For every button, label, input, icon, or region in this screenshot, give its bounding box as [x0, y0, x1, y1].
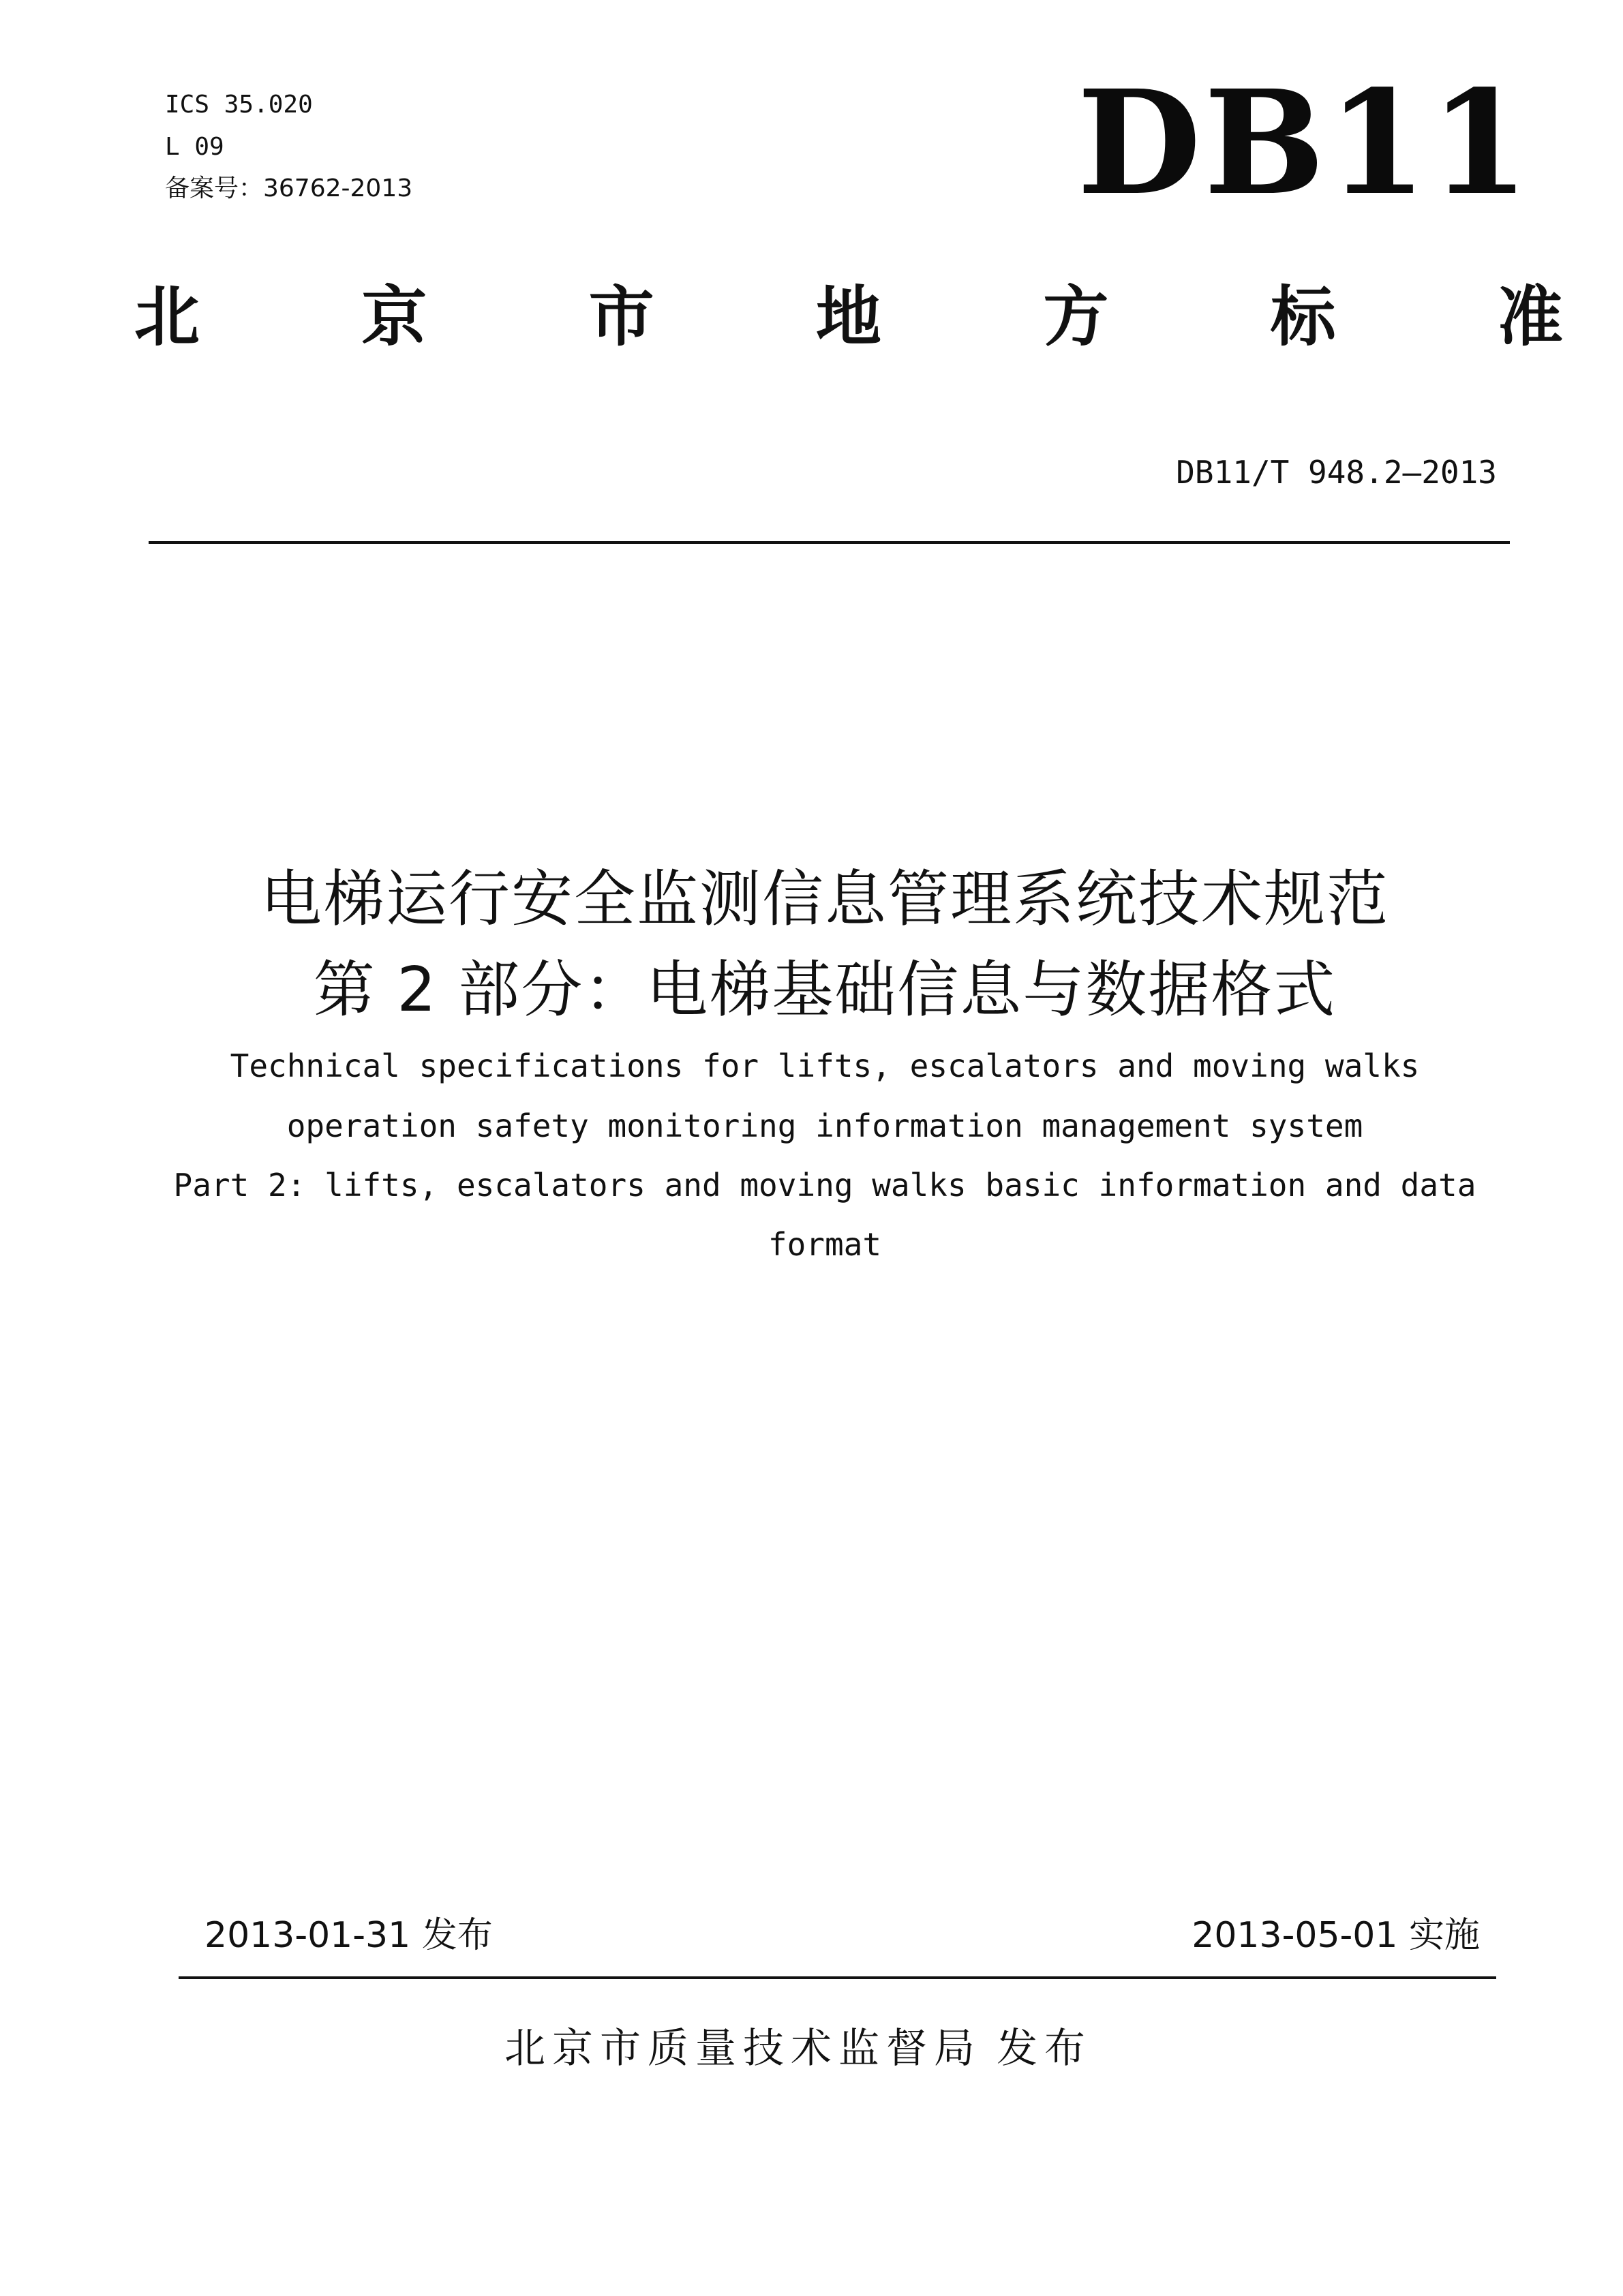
title-chinese-line-1: 电梯运行安全监测信息管理系统技术规范	[260, 863, 1389, 935]
standard-type-char: 京	[361, 279, 427, 355]
standard-type-char: 标	[1270, 279, 1336, 355]
issue-date: 2013-01-31 发布	[204, 1915, 493, 1956]
bottom-divider	[179, 1976, 1496, 1979]
standard-type-title	[130, 276, 1568, 358]
publisher	[504, 2023, 1092, 2075]
top-divider	[149, 541, 1510, 544]
title-english-line-4: format	[768, 1226, 882, 1263]
standard-type-char: 地	[815, 279, 881, 355]
title-english-line-1: Technical specifications for lifts, escalators and moving walks	[230, 1047, 1420, 1084]
standard-number: DB11/T 948.2—2013	[1176, 454, 1497, 491]
registration-number: 备案号：36762-2013	[165, 174, 413, 202]
standard-type-char: 市	[588, 279, 654, 355]
title-english-line-3: Part 2: lifts, escalators and moving walks basic information and data	[173, 1167, 1476, 1204]
implementation-date: 2013-05-01 实施	[1192, 1915, 1480, 1956]
db11-logo: DB11	[1077, 59, 1532, 227]
publisher-suffix: 发布	[997, 2025, 1092, 2072]
standard-type-char: 方	[1043, 279, 1109, 355]
ccs-code: L 09	[165, 133, 224, 161]
title-chinese-line-2: 第 2 部分：电梯基础信息与数据格式	[313, 954, 1337, 1026]
standard-type-char: 北	[134, 279, 200, 355]
publisher-name: 北京市质量技术监督局	[504, 2025, 982, 2072]
ics-code: ICS 35.020	[165, 91, 313, 119]
title-english-line-2: operation safety monitoring information management system	[286, 1107, 1363, 1144]
standard-type-char: 准	[1497, 279, 1563, 355]
